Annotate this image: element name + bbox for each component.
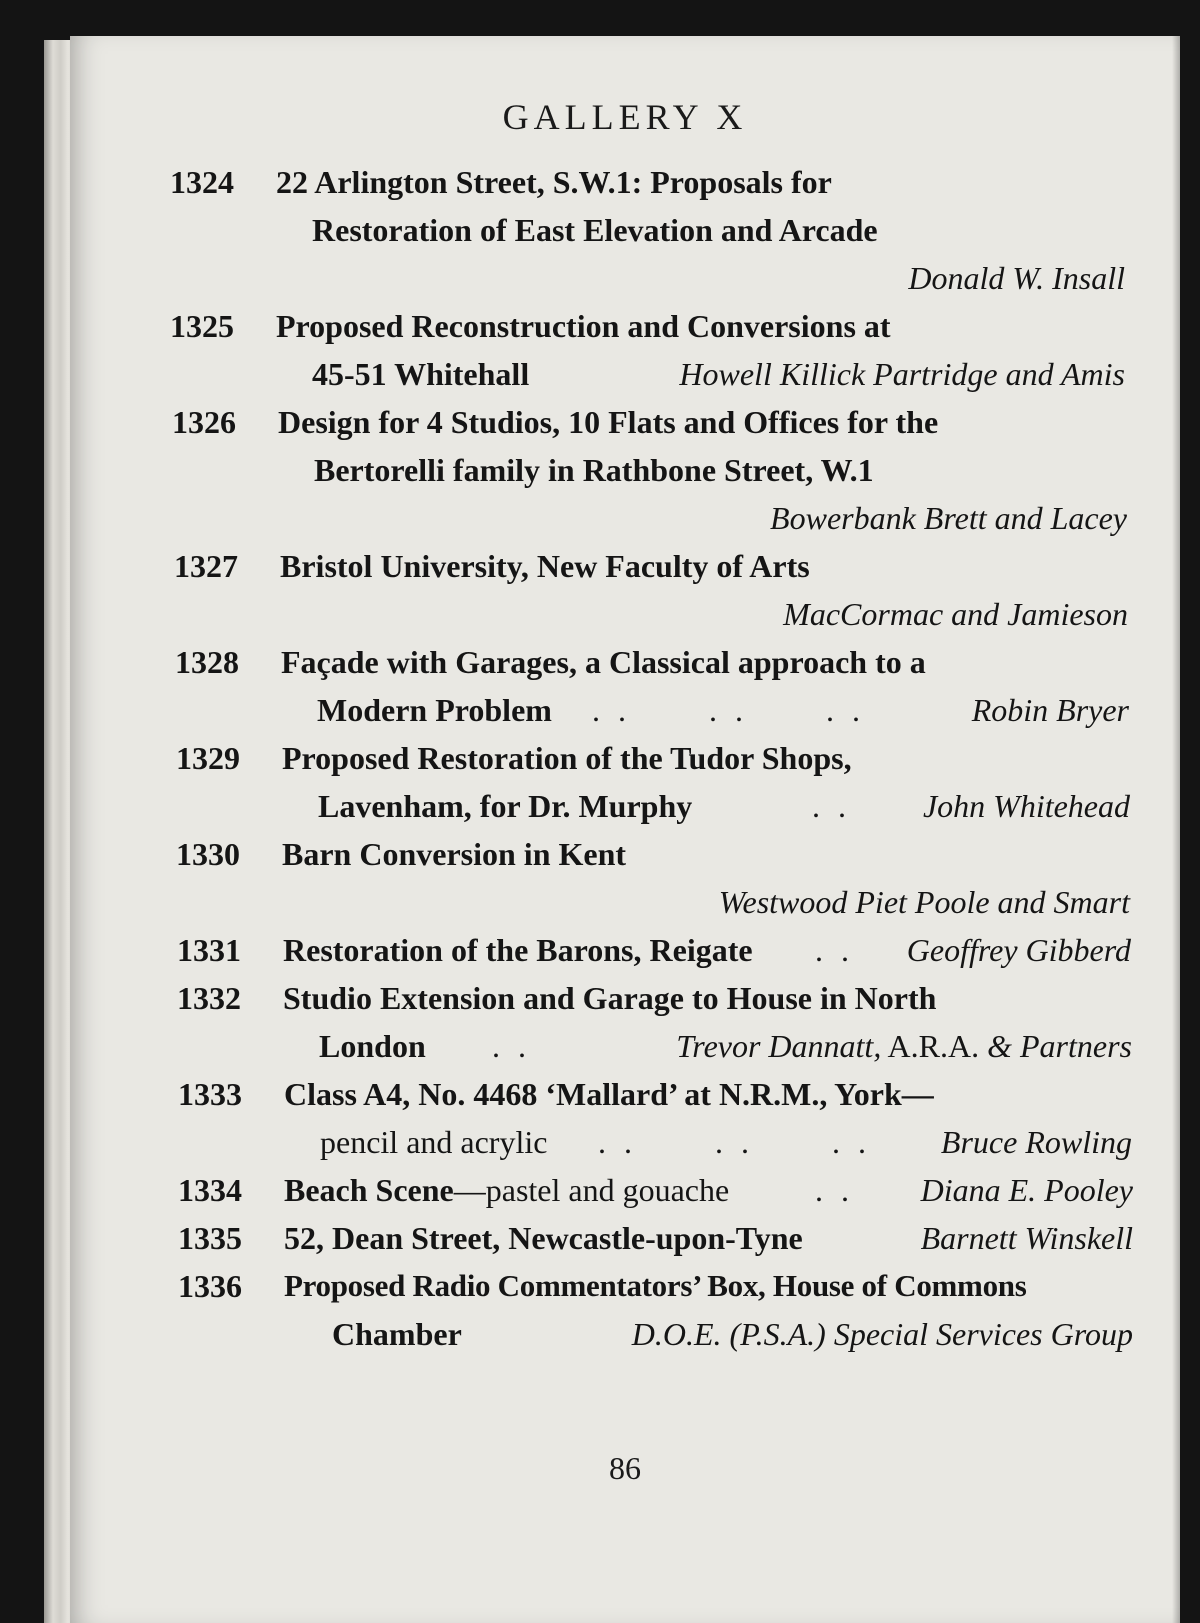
dot-leader: . . . . . .: [592, 692, 865, 728]
entry-number: 1334: [178, 1172, 242, 1208]
entry-number: 1327: [174, 548, 238, 584]
entry-number: 1330: [176, 836, 240, 872]
entry-title-line: Design for 4 Studios, 10 Flats and Offices for the: [278, 404, 939, 440]
dot-leader: . .: [815, 932, 854, 968]
gallery-title: GALLERY X: [502, 97, 748, 137]
entry-number: 1332: [177, 980, 241, 1016]
entry-title-line: 52, Dean Street, Newcastle-upon-Tyne: [284, 1220, 803, 1256]
entry-title-line: Chamber: [332, 1316, 462, 1352]
entry-title-line: Bristol University, New Faculty of Arts: [280, 548, 810, 584]
entry-title-line: Bertorelli family in Rathbone Street, W.1: [314, 452, 874, 488]
entry-number: 1329: [176, 740, 240, 776]
entry-title-line: [284, 1170, 729, 1210]
entry-title-line: Modern Problem: [317, 692, 552, 728]
entry-author: D.O.E. (P.S.A.) Special Services Group: [631, 1316, 1133, 1352]
entry-author: Westwood Piet Poole and Smart: [718, 884, 1130, 920]
author-honours: A.R.A.: [887, 1028, 980, 1064]
entry-title-line: Lavenham, for Dr. Murphy: [318, 788, 693, 824]
entry-title: Beach Scene: [284, 1172, 454, 1208]
entry-number: 1324: [170, 164, 234, 200]
entry-title-line: Studio Extension and Garage to House in North: [283, 980, 937, 1016]
entry-number: 1335: [178, 1220, 242, 1256]
entry-author: Donald W. Insall: [908, 260, 1125, 296]
entry-number: 1333: [178, 1076, 242, 1112]
entry-title-line: 45-51 Whitehall: [312, 356, 530, 392]
entry-author: Bruce Rowling: [940, 1124, 1132, 1160]
entry-number: 1331: [177, 932, 241, 968]
entry-title-line: Proposed Radio Commentators’ Box, House of Commons: [284, 1268, 1027, 1303]
entry-number: 1328: [175, 644, 239, 680]
dot-leader: . .: [815, 1172, 854, 1208]
entry-title-line: Class A4, No. 4468 ‘Mallard’ at N.R.M., York—: [284, 1076, 934, 1112]
entry-number: 1336: [178, 1268, 242, 1304]
entry-medium: —pastel and gouache: [453, 1172, 730, 1208]
catalogue-page: [70, 36, 1180, 1623]
entry-number: 1325: [170, 308, 234, 344]
entry-author: [676, 1026, 1132, 1066]
dot-leader: . . . . . .: [598, 1124, 871, 1160]
dot-leader: . .: [492, 1028, 531, 1064]
author-name: Trevor Dannatt,: [676, 1028, 882, 1064]
entry-number: 1326: [172, 404, 236, 440]
entry-title-line: Restoration of the Barons, Reigate: [283, 932, 753, 968]
page-number: 86: [609, 1450, 641, 1486]
entry-title-line: 22 Arlington Street, S.W.1: Proposals for: [276, 164, 832, 200]
entry-title-line: Barn Conversion in Kent: [282, 836, 627, 872]
author-suffix: & Partners: [987, 1028, 1132, 1064]
entry-author: John Whitehead: [922, 788, 1130, 824]
entry-author: Howell Killick Partridge and Amis: [679, 356, 1125, 392]
entry-medium: pencil and acrylic: [320, 1124, 548, 1160]
entry-author: Geoffrey Gibberd: [906, 932, 1131, 968]
entry-author: Bowerbank Brett and Lacey: [770, 500, 1127, 536]
dot-leader: . .: [812, 788, 851, 824]
entry-title-line: Proposed Restoration of the Tudor Shops,: [282, 740, 852, 776]
entry-author: Diana E. Pooley: [920, 1172, 1133, 1208]
entry-title-line: Façade with Garages, a Classical approach to a: [281, 644, 926, 680]
entry-title-line: Proposed Reconstruction and Conversions at: [276, 308, 891, 344]
entry-title-line: Restoration of East Elevation and Arcade: [312, 212, 878, 248]
entry-author: MacCormac and Jamieson: [783, 596, 1128, 632]
entry-author: Robin Bryer: [971, 692, 1129, 728]
entry-author: Barnett Winskell: [920, 1220, 1133, 1256]
entry-title-line: London: [319, 1028, 426, 1064]
catalogue-entries: [70, 36, 1180, 1623]
